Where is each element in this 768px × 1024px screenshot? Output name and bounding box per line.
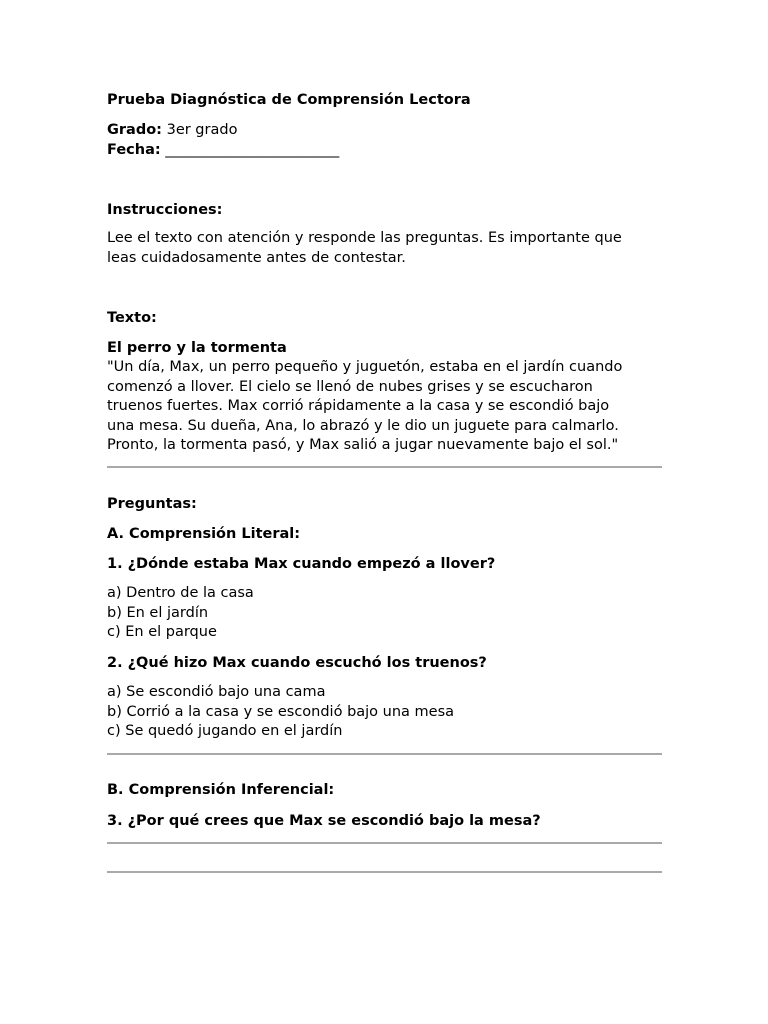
story-title: El perro y la tormenta	[107, 340, 287, 356]
text-heading: Texto:	[107, 310, 157, 326]
date-line	[107, 140, 339, 160]
instructions-line: leas cuidadosamente antes de contestar.	[107, 249, 406, 266]
question-3: 3. ¿Por qué crees que Max se escondió bajo la mesa?	[107, 813, 541, 829]
document-title: Prueba Diagnóstica de Comprensión Lectora	[107, 92, 471, 108]
answer-option[interactable]: c) En el parque	[107, 624, 217, 641]
story-text	[107, 358, 662, 456]
story-line: "Un día, Max, un perro pequeño y juguetón, estaba en el jardín cuando	[107, 359, 623, 375]
question-1: 1. ¿Dónde estaba Max cuando empezó a llover?	[107, 556, 496, 572]
question-2: 2. ¿Qué hizo Max cuando escuchó los truenos?	[107, 655, 487, 671]
section-divider	[107, 466, 662, 468]
answer-option[interactable]: a) Se escondió bajo una cama	[107, 684, 326, 700]
answer-line[interactable]	[107, 871, 662, 873]
story-line: una mesa. Su dueña, Ana, lo abrazó y le dio un juguete para calmarlo.	[107, 417, 619, 434]
answer-option[interactable]: c) Se quedó jugando en el jardín	[107, 723, 343, 740]
date-blank[interactable]: ________________________	[165, 142, 340, 158]
question-2-options	[107, 683, 662, 742]
date-label: Fecha:	[107, 142, 161, 158]
story-line: truenos fuertes. Max corrió rápidamente a la casa y se escondió bajo	[107, 398, 610, 415]
story-line: comenzó a llover. El cielo se llenó de nubes grises y se escucharon	[107, 378, 593, 395]
story-line: Pronto, la tormenta pasó, y Max salió a jugar nuevamente bajo el sol."	[107, 437, 619, 454]
answer-option[interactable]: a) Dentro de la casa	[107, 585, 254, 601]
questions-heading: Preguntas:	[107, 496, 197, 512]
section-divider	[107, 753, 662, 755]
answer-option[interactable]: b) Corrió a la casa y se escondió bajo una mesa	[107, 703, 455, 720]
grade-value: 3er grado	[166, 122, 238, 138]
instructions-line: Lee el texto con atención y responde las preguntas. Es importante que	[107, 230, 622, 246]
grade-label: Grado:	[107, 122, 162, 138]
grade-line	[107, 120, 237, 140]
instructions-text	[107, 229, 662, 268]
section-b-heading: B. Comprensión Inferencial:	[107, 782, 335, 798]
answer-option[interactable]: b) En el jardín	[107, 604, 209, 621]
question-1-options	[107, 584, 662, 643]
instructions-heading: Instrucciones:	[107, 202, 223, 218]
section-a-heading: A. Comprensión Literal:	[107, 526, 301, 542]
answer-line[interactable]	[107, 842, 662, 844]
